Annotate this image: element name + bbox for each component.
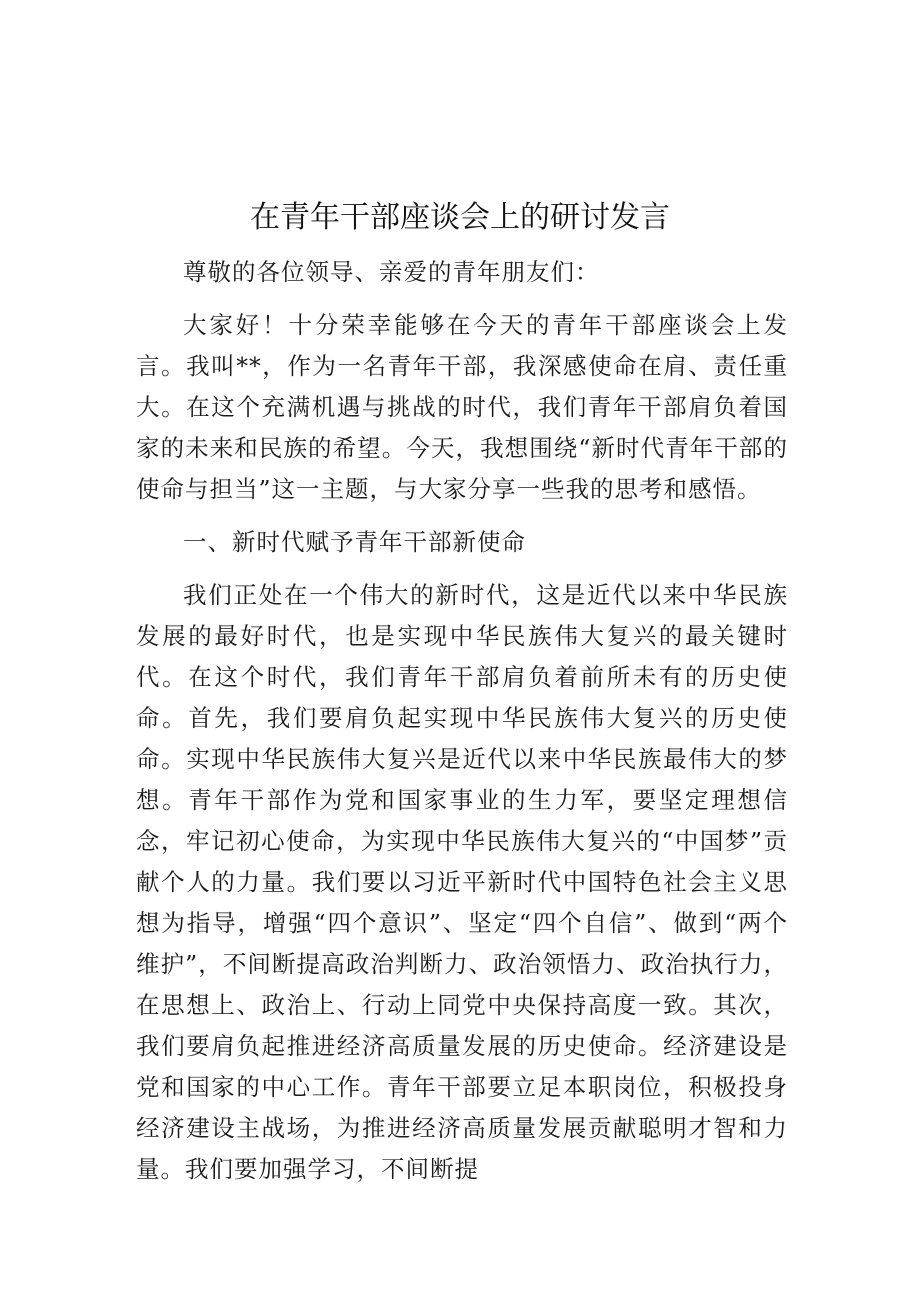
document-title: 在青年干部座谈会上的研讨发言 <box>250 200 670 235</box>
section-heading: 一、新时代赋予青年干部新使命 <box>183 528 526 556</box>
paragraph-mission: 我们正处在一个伟大的新时代，这是近代以来中华民族发展的最好时代，也是实现中华民族伟大复兴的最关键时代。在这个时代，我们青年干部肩负着前所未有的历史使命。首先，我们要肩负起实现中华民族伟大复兴的历史使命。实现中华民族伟大复兴是近代以来中华民族最伟大的梦想。青年干部作为党和国家事业的生力军，要坚定理想信念，牢记初心使命，为实现中华民族伟大复兴的“中国梦”贡献个人的力量。我们要以习近平新时代中国特色社会主义思想为指导，增强“四个意识”、坚定“四个自信”、做到“两个维护”，不间断提高政治判断力、政治领悟力、政治执行力，在思想上、政治上、行动上同党中央保持高度一致。其次，我们要肩负起推进经济高质量发展的历史使命。经济建设是党和国家的中心工作。青年干部要立足本职岗位，积极投身经济建设主战场，为推进经济高质量发展贡献聪明才智和力量。我们要加强学习，不间断提 <box>136 581 788 1183</box>
salutation: 尊敬的各位领导、亲爱的青年朋友们： <box>183 258 600 286</box>
paragraph-opening: 大家好！十分荣幸能够在今天的青年干部座谈会上发言。我叫**，作为一名青年干部，我深感使命在肩、责任重大。在这个充满机遇与挑战的时代，我们青年干部肩负着国家的未来和民族的希望。今天，我想围绕“新时代青年干部的使命与担当”这一主题，与大家分享一些我的思考和感悟。 <box>136 311 788 503</box>
document-body <box>136 252 788 1202</box>
